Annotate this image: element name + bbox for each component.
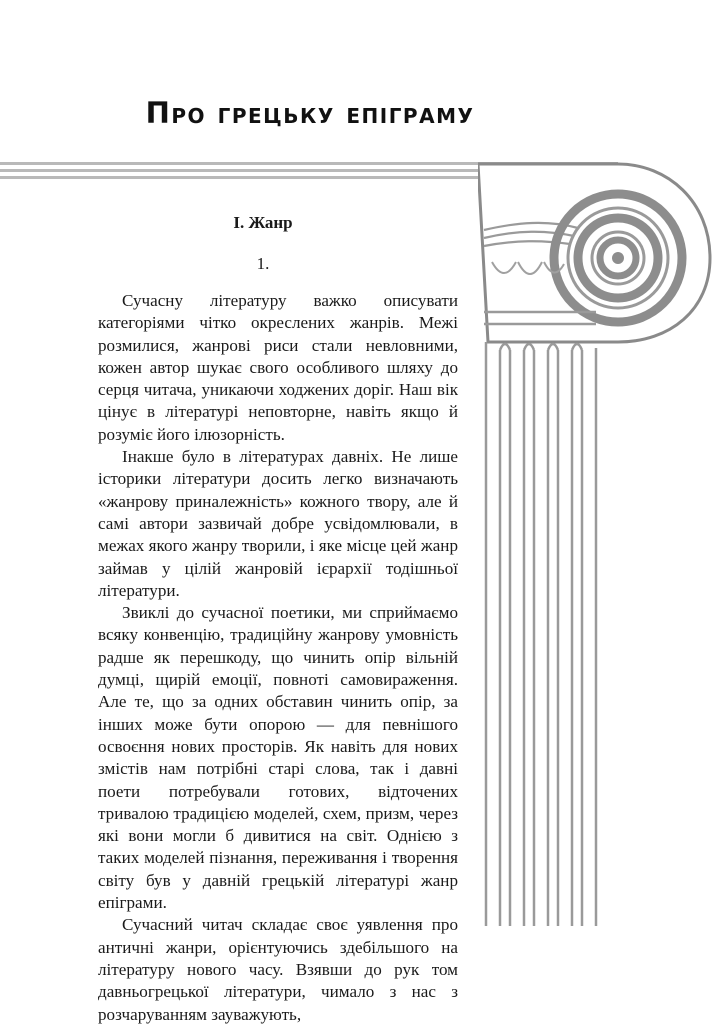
page-title: Про грецьку епіграму [145,96,475,130]
body-text [98,290,458,1026]
section-heading: І. Жанр [233,213,293,232]
paragraph: Інакше було в літературах давніх. Не лише історики літератури досить легко визначають «жанрову приналежність» кожного твору, але й самі автори зазвичай добре усвідомлювали, в межах якого жанру творили, і яке місце цей жанр займав у цілій жанровій ієрархії тодішньої літератури. [98,447,458,600]
paragraph: Сучасний читач складає своє уявлення про античні жанри, орієнтуючись здебільшого на літературу нового часу. Взявши до рук том давньогрецької літератури, чимало з нас з розчаруванням зауважують, [98,915,458,1024]
band-line [0,176,490,179]
paragraph: Сучасну літературу важко описувати категоріями чітко окреслених жанрів. Межі розмилися, жанрові риси стали невловними, кожен автор шукає свого особливого шляху до серця читача, уникаючи ходжених доріг. Наш вік цінує в літературі неповторне, навіть якщо й розуміє його ілюзорність. [98,291,458,444]
subsection-number: 1. [256,254,270,273]
band-line [0,169,490,172]
decorative-bands [0,162,490,183]
ionic-column-illustration [478,158,720,926]
paragraph: Звиклі до сучасної поетики, ми сприймаємо всяку конвенцію, традиційну жанрову умовність радше як перешкоду, що чинить опір вільній думці, щирій емоції, повноті самовираження. Але те, що за одних обставин чинить опір, за інших може бути опорою — для певнішого освоєння нових просторів. Як навіть для нових змістів нам потрібні старі слова, так і давні поети потребували готових, відточених тривалою традицією моделей, схем, призм, через які вони могли б дивитися на світ. Однією з таких моделей пізнання, переживання і творення світу був у давній грецькій літературі жанр епіграми. [98,603,458,913]
band-line [0,162,490,165]
